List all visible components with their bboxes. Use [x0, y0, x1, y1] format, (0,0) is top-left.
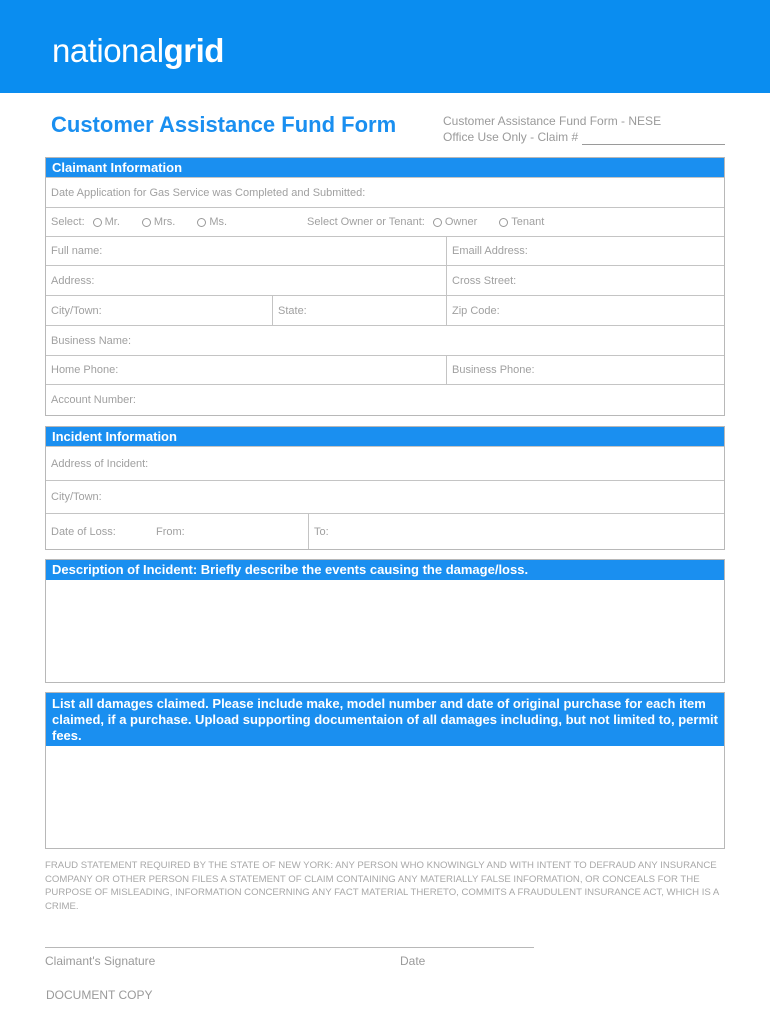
date-of-loss-row [46, 513, 724, 549]
name-email-row [46, 236, 724, 265]
owner-tenant-label: Select Owner or Tenant: [307, 216, 425, 228]
radio-circle-icon [433, 218, 442, 227]
business-name-field[interactable]: Business Name: [51, 334, 132, 347]
incident-city-row [46, 480, 724, 513]
email-field[interactable]: Emaill Address: [446, 237, 724, 265]
header-band [0, 0, 770, 93]
logo-text-light: national [52, 32, 164, 69]
city-state-zip-row [46, 295, 724, 325]
date-application-label: Date Application for Gas Service was Completed and Submitted: [51, 186, 366, 199]
office-line-1: Customer Assistance Fund Form - NESE [443, 114, 662, 128]
page-title: Customer Assistance Fund Form [51, 112, 397, 137]
incident-city-field[interactable]: City/Town: [51, 491, 102, 503]
select-group [46, 208, 726, 236]
full-name-field[interactable]: Full name: [51, 245, 103, 257]
claim-label: Office Use Only - Claim # [443, 130, 579, 144]
claimant-heading: Claimant Information [46, 158, 724, 177]
account-number-field[interactable]: Account Number: [51, 394, 136, 406]
from-field[interactable]: From: [156, 525, 185, 538]
incident-address-field[interactable]: Address of Incident: [51, 457, 149, 470]
radio-ms[interactable]: Ms. [197, 216, 227, 228]
date-application-row[interactable] [46, 177, 724, 207]
office-line-2 [443, 129, 725, 145]
account-row [46, 384, 724, 415]
home-phone-field[interactable]: Home Phone: [51, 364, 119, 376]
address-field[interactable]: Address: [51, 274, 95, 287]
address-row [46, 265, 724, 295]
select-row [46, 207, 724, 236]
description-heading: Description of Incident: Briefly describe the events causing the damage/loss. [46, 560, 724, 580]
business-name-row [46, 325, 724, 355]
logo-text-bold: grid [163, 32, 224, 69]
office-use-block [443, 113, 725, 145]
phone-row [46, 355, 724, 384]
claim-number-field[interactable] [582, 132, 725, 145]
claimant-section [45, 157, 725, 416]
radio-owner[interactable]: Owner [433, 216, 477, 228]
radio-mr[interactable]: Mr. [93, 216, 120, 228]
incident-address-row [46, 446, 724, 480]
damages-section [45, 692, 725, 849]
to-field[interactable]: To: [308, 514, 724, 549]
radio-tenant[interactable]: Tenant [499, 216, 544, 228]
date-of-loss-label: Date of Loss: [51, 525, 116, 538]
document-copy-label: DOCUMENT COPY [46, 988, 153, 1002]
incident-heading: Incident Information [46, 427, 724, 446]
damages-textarea[interactable] [46, 746, 724, 848]
signature-line[interactable] [45, 947, 534, 948]
cross-street-field[interactable]: Cross Street: [446, 266, 724, 295]
select-label: Select: [51, 216, 85, 228]
zip-field[interactable]: Zip Code: [446, 296, 724, 325]
date-label: Date [400, 954, 426, 968]
radio-circle-icon [197, 218, 206, 227]
description-textarea[interactable] [46, 580, 724, 682]
state-field[interactable]: State: [272, 296, 446, 325]
national-grid-logo [52, 34, 224, 67]
fraud-statement: FRAUD STATEMENT REQUIRED BY THE STATE OF NEW YORK: ANY PERSON WHO KNOWINGLY AND WITH INTENT TO DEFRAUD ANY INSURANCE COMPANY OR OTHER PERSON FILES A STATEMENT OF CLAIM CONTAINING ANY MATERIALLY FALSE INFORMATION, OR CONCEALS FOR THE PURPOSE OF MISLEADING, INFORMATION CONCERNING ANY FACT MATERIAL THERETO, COMMITS A FRAUDULENT INSURANCE ACT, WHICH IS A CRIME. [45, 860, 719, 912]
business-phone-field[interactable]: Business Phone: [446, 356, 724, 384]
description-section [45, 559, 725, 683]
radio-circle-icon [142, 218, 151, 227]
city-field[interactable]: City/Town: [51, 304, 102, 317]
incident-section [45, 426, 725, 550]
damages-heading: List all damages claimed. Please include make, model number and date of original purchase for each item claimed, if a purchase. Upload supporting documentaion of all damages including, but not limited to, permit fees. [46, 693, 724, 746]
radio-mrs[interactable]: Mrs. [142, 216, 175, 228]
radio-circle-icon [499, 218, 508, 227]
radio-circle-icon [93, 218, 102, 227]
signature-label: Claimant's Signature [45, 954, 156, 968]
